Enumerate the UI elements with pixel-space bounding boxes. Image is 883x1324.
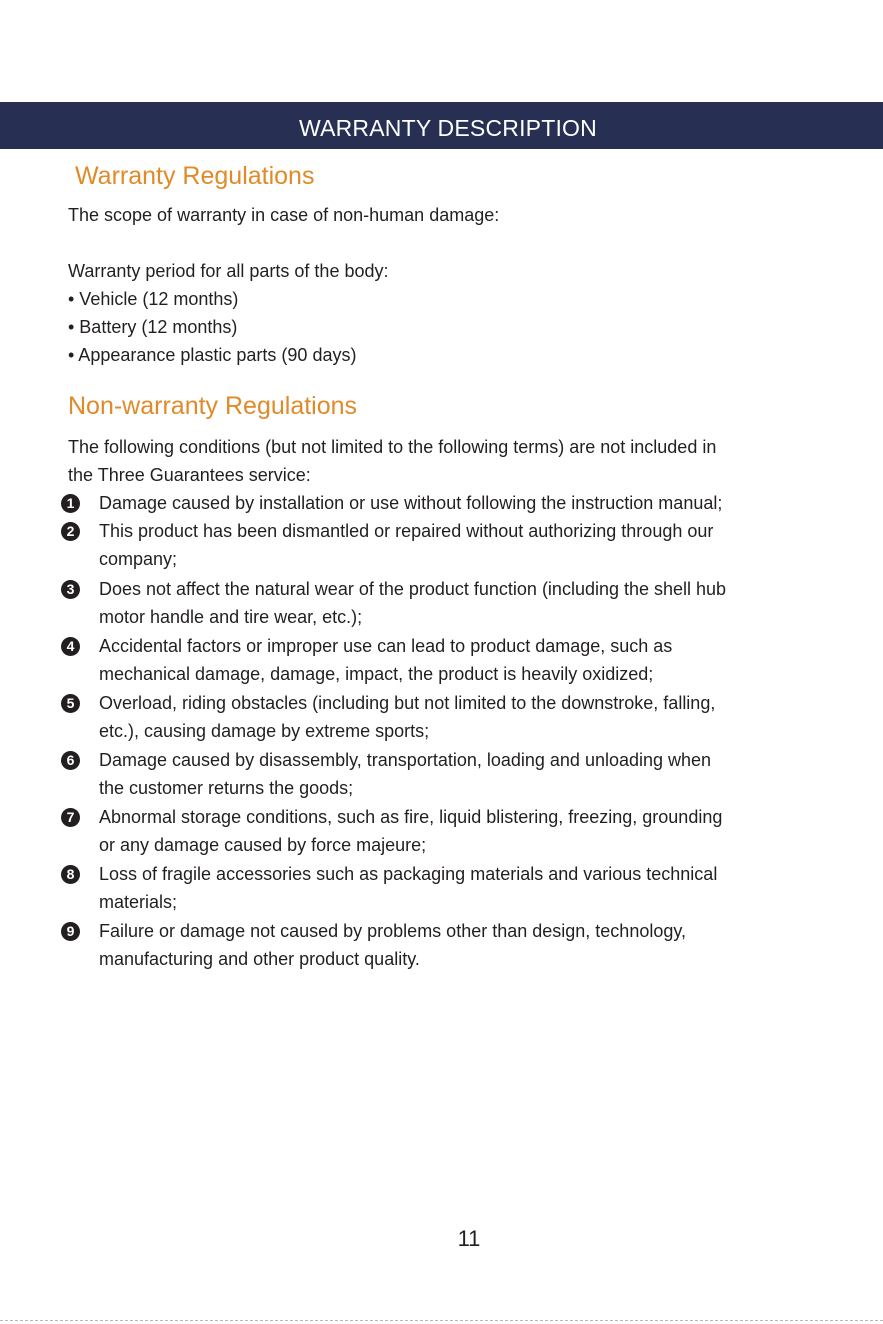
non-warranty-item-text: [99, 489, 859, 517]
non-warranty-intro: [68, 433, 858, 489]
item-text-line: the customer returns the goods;: [99, 778, 354, 798]
number-badge-icon: 1: [61, 494, 80, 513]
item-text-line: etc.), causing damage by extreme sports;: [99, 721, 430, 741]
warranty-item-battery: • Battery (12 months): [68, 317, 238, 337]
item-text-line: or any damage caused by force majeure;: [99, 835, 427, 855]
non-warranty-item-text: [99, 803, 859, 859]
item-text-line: Overload, riding obstacles (including but not limited to the downstroke, falling,: [99, 693, 716, 713]
number-badge-icon: 4: [61, 637, 80, 656]
warranty-scope-text: The scope of warranty in case of non-human damage:: [68, 205, 500, 225]
item-text-line: Damage caused by disassembly, transportation, loading and unloading when: [99, 750, 712, 770]
number-badge-icon: 5: [61, 694, 80, 713]
number-badge-icon: 2: [61, 522, 80, 541]
item-text-line: manufacturing and other product quality.: [99, 949, 420, 969]
non-warranty-item-text: [99, 746, 859, 802]
non-warranty-item-text: [99, 517, 859, 573]
item-text-line: Damage caused by installation or use without following the instruction manual;: [99, 493, 723, 513]
non-warranty-item-text: [99, 575, 859, 631]
item-text-line: Loss of fragile accessories such as packaging materials and various technical: [99, 864, 718, 884]
item-text-line: Failure or damage not caused by problems other than design, technology,: [99, 921, 687, 941]
non-warranty-item-text: [99, 860, 859, 916]
item-text-line: mechanical damage, damage, impact, the product is heavily oxidized;: [99, 664, 654, 684]
item-text-line: Does not affect the natural wear of the product function (including the shell hub: [99, 579, 727, 599]
page-bottom-divider: [0, 1320, 883, 1321]
item-text-line: Abnormal storage conditions, such as fire, liquid blistering, freezing, grounding: [99, 807, 723, 827]
non-warranty-intro-line-2: the Three Guarantees service:: [68, 465, 311, 485]
number-badge-icon: 8: [61, 865, 80, 884]
non-warranty-intro-line-1: The following conditions (but not limited to the following terms) are not included in: [68, 437, 717, 457]
warranty-period-text: Warranty period for all parts of the body:: [68, 261, 389, 281]
number-badge-icon: 6: [61, 751, 80, 770]
number-badge-icon: 3: [61, 580, 80, 599]
non-warranty-regulations-heading: Non-warranty Regulations: [68, 392, 358, 420]
item-text-line: materials;: [99, 892, 178, 912]
number-badge-icon: 9: [61, 922, 80, 941]
number-badge-icon: 7: [61, 808, 80, 827]
page-number: 11: [457, 1226, 481, 1251]
item-text-line: This product has been dismantled or repaired without authorizing through our: [99, 521, 714, 541]
non-warranty-item-text: [99, 689, 859, 745]
item-text-line: company;: [99, 549, 178, 569]
item-text-line: motor handle and tire wear, etc.);: [99, 607, 363, 627]
non-warranty-item-text: [99, 917, 859, 973]
warranty-item-plastic-parts: • Appearance plastic parts (90 days): [68, 345, 357, 365]
item-text-line: Accidental factors or improper use can lead to product damage, such as: [99, 636, 673, 656]
warranty-item-vehicle: • Vehicle (12 months): [68, 289, 239, 309]
page-title: WARRANTY DESCRIPTION: [299, 115, 597, 141]
warranty-regulations-heading: Warranty Regulations: [75, 162, 315, 190]
non-warranty-item-text: [99, 632, 859, 688]
